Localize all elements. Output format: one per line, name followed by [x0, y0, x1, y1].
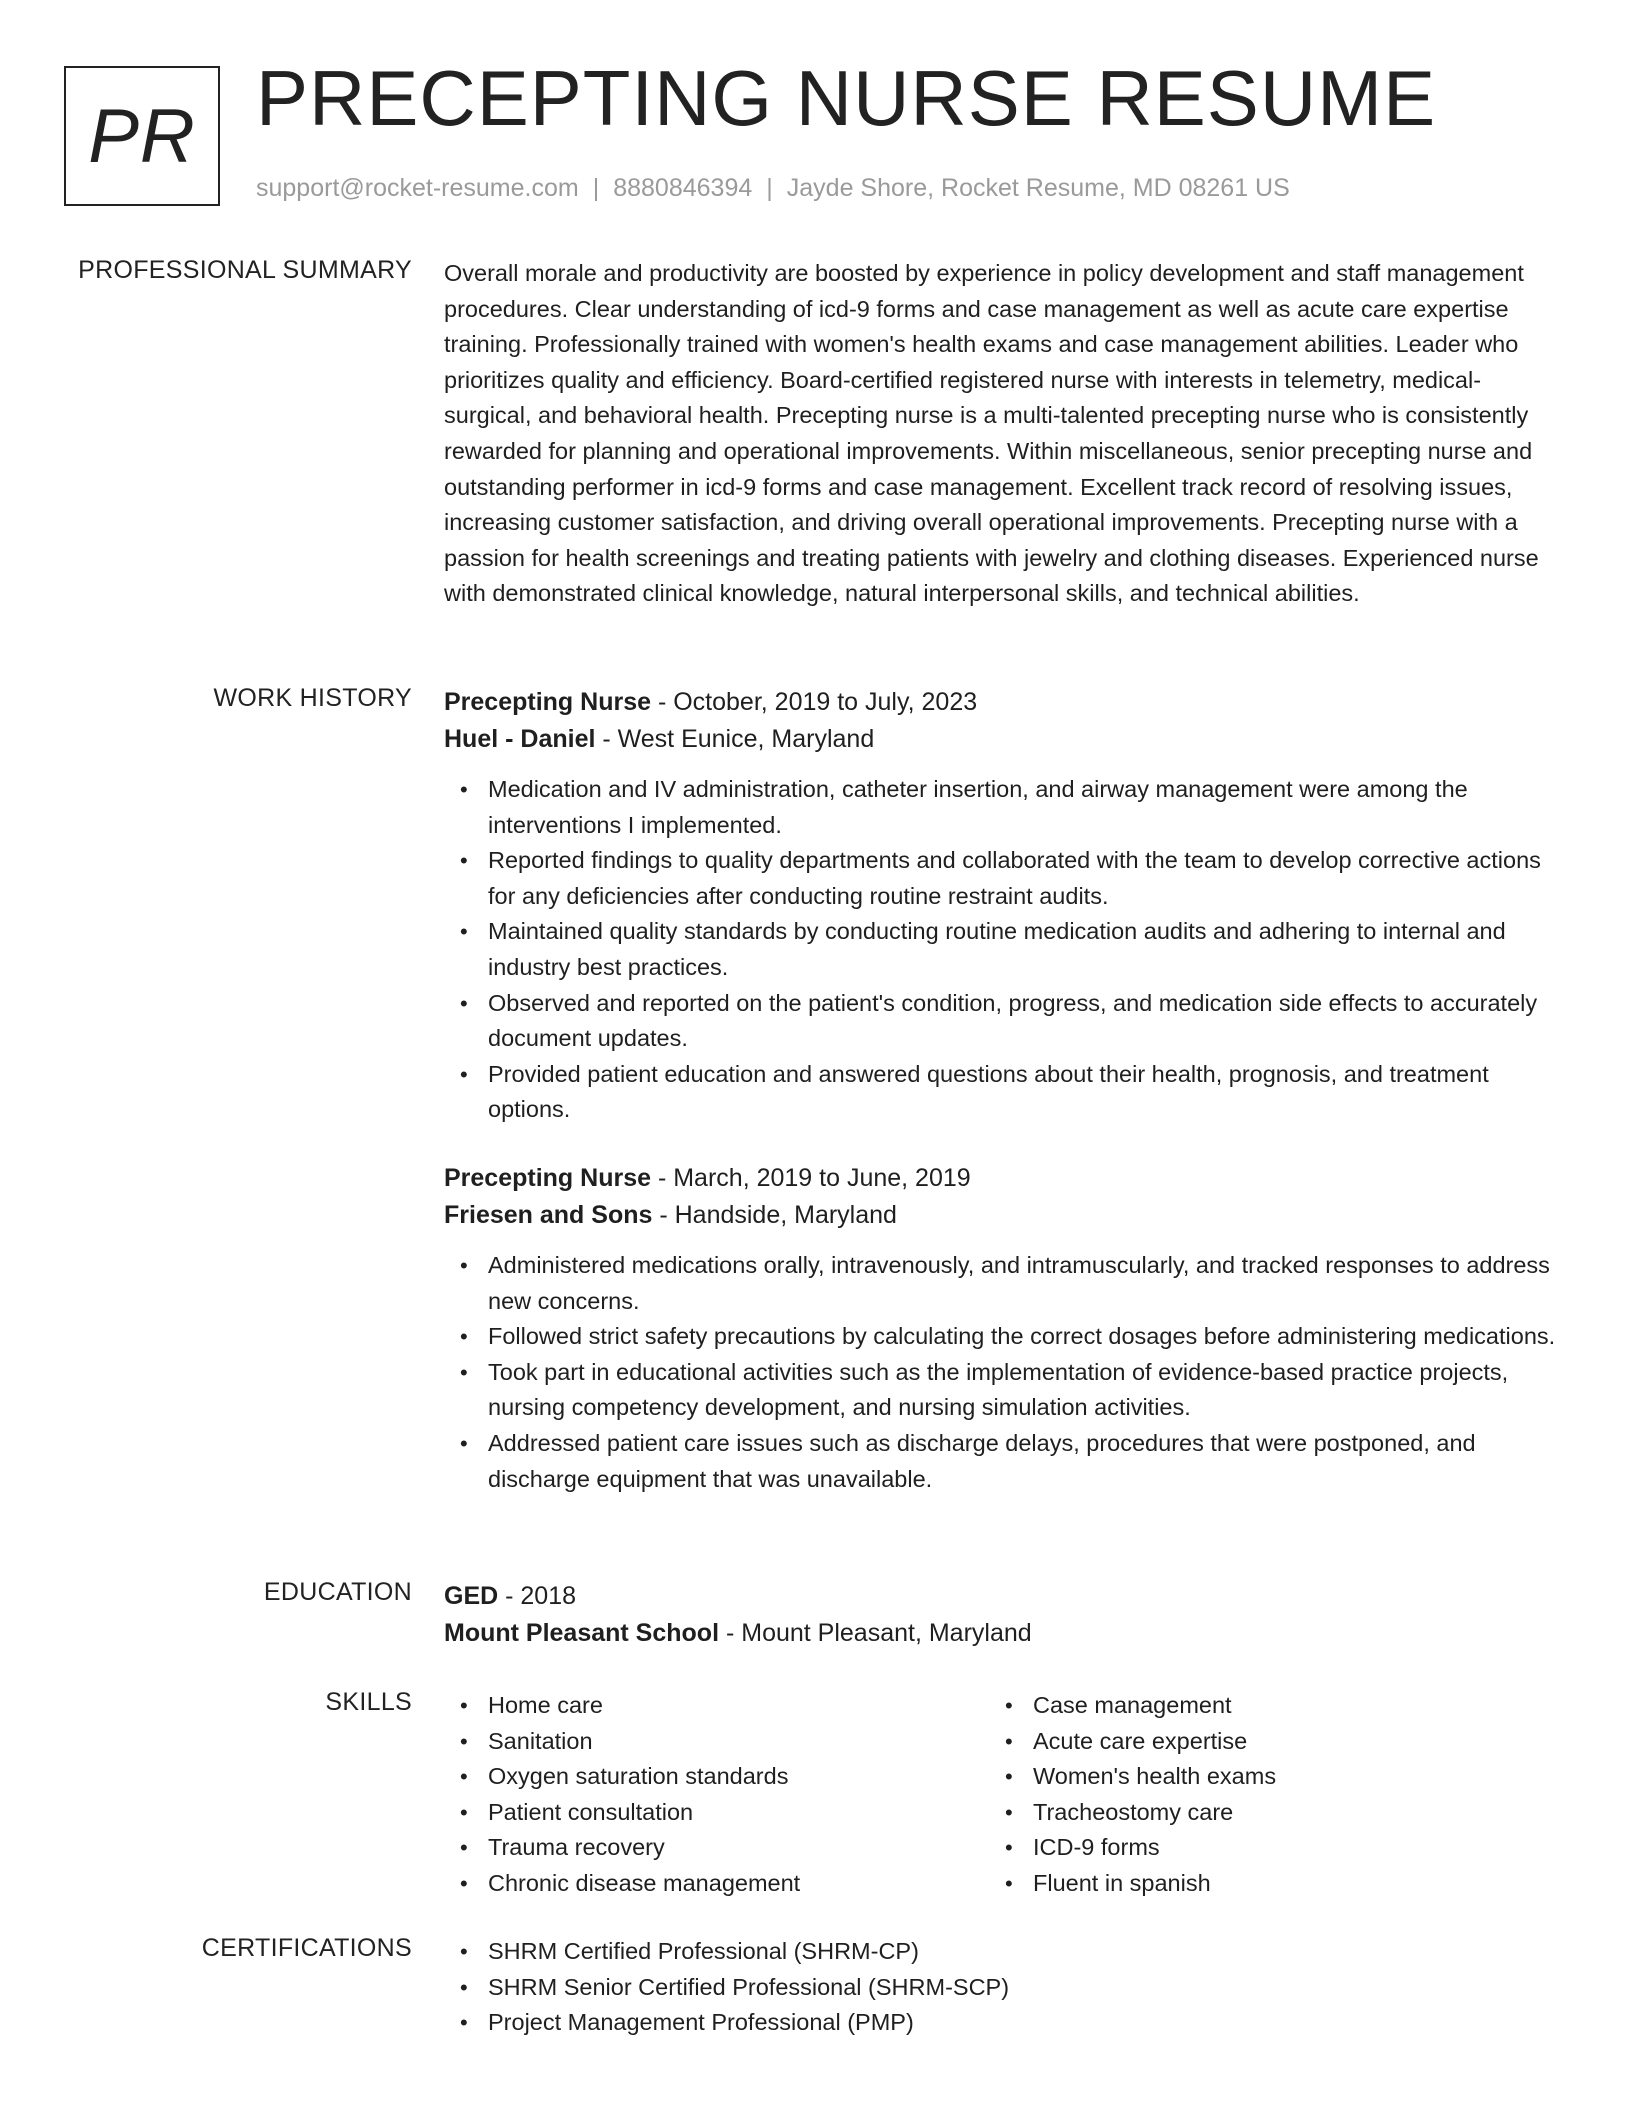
skill-item: • Fluent in spanish — [989, 1866, 1534, 1902]
contact-address: Jayde Shore, Rocket Resume, MD 08261 US — [786, 174, 1290, 202]
job-title-line — [444, 1160, 1559, 1197]
job-bullet: • Provided patient education and answered questions about their health, prognosis, and treatment options. — [444, 1057, 1559, 1128]
skill-item: • Home care — [444, 1688, 989, 1724]
skill-item: • Acute care expertise — [989, 1724, 1534, 1760]
job-title: Precepting Nurse — [444, 688, 652, 716]
education-location: - Mount Pleasant, Maryland — [719, 1619, 1032, 1647]
section-label-education: EDUCATION — [263, 1578, 412, 1606]
skill-item: • Chronic disease management — [444, 1866, 989, 1902]
certifications-content — [444, 1934, 1559, 2041]
monogram-initials: PR — [88, 93, 196, 179]
skills-content — [444, 1688, 1559, 1902]
job-bullet: • Addressed patient care issues such as discharge delays, procedures that were postponed, and discharge equipment that was unavailable. — [444, 1426, 1559, 1497]
job-bullet: • Administered medications orally, intravenously, and intramuscularly, and tracked responses to address new concerns. — [444, 1248, 1559, 1319]
skill-item: • ICD-9 forms — [989, 1830, 1534, 1866]
certification-item: • Project Management Professional (PMP) — [444, 2005, 1559, 2041]
contact-email[interactable]: support@rocket-resume.com — [256, 174, 579, 202]
job-employer-line — [444, 1197, 1559, 1234]
job-bullet: • Followed strict safety precautions by calculating the correct dosages before administering medications. — [444, 1319, 1559, 1355]
job-bullet: • Maintained quality standards by conducting routine medication audits and adhering to internal and industry best practices. — [444, 914, 1559, 985]
job-employer: Friesen and Sons — [444, 1200, 653, 1229]
job-location: - West Eunice, Maryland — [595, 725, 875, 753]
section-label-skills: SKILLS — [325, 1688, 412, 1716]
skill-item: • Tracheostomy care — [989, 1795, 1534, 1831]
job-entry — [444, 1160, 1559, 1497]
job-dates: - October, 2019 to July, 2023 — [651, 688, 978, 716]
job-bullet: • Observed and reported on the patient's condition, progress, and medication side effects to accurately document updates. — [444, 986, 1559, 1057]
job-entry — [444, 684, 1559, 1128]
summary-content — [444, 256, 1559, 612]
certification-item: • SHRM Senior Certified Professional (SHRM-SCP) — [444, 1970, 1559, 2006]
education-degree-line — [444, 1578, 1559, 1615]
job-employer: Huel - Daniel — [444, 725, 596, 753]
skill-item: • Oxygen saturation standards — [444, 1759, 989, 1795]
contact-phone[interactable]: 8880846394 — [613, 174, 753, 202]
skill-item: • Case management — [989, 1688, 1534, 1724]
certification-item: • SHRM Certified Professional (SHRM-CP) — [444, 1934, 1559, 1970]
section-label-summary: PROFESSIONAL SUMMARY — [78, 256, 412, 284]
job-dates: - March, 2019 to June, 2019 — [651, 1163, 971, 1192]
contact-line — [256, 174, 1290, 203]
job-bullets — [444, 1248, 1559, 1497]
job-bullet: • Medication and IV administration, catheter insertion, and airway management were among the interventions I implemented. — [444, 772, 1559, 843]
education-school-line — [444, 1615, 1559, 1652]
summary-text: Overall morale and productivity are boosted by experience in policy development and staff management procedures. Clear understanding of icd-9 forms and case management as well as acute care expertise training. Professionally trained with women's health exams and case management abilities. Leader who prioritizes quality and efficiency. Board-certified registered nurse with interests in telemetry, medical-surgical, and behavioral health. Precepting nurse is a multi-talented precepting nurse who is consistently rewarded for planning and operational improvements. Within miscellaneous, senior precepting nurse and outstanding performer in icd-9 forms and case management. Excellent track record of resolving issues, increasing customer satisfaction, and driving overall operational improvements. Precepting nurse with a passion for health screenings and treating patients with jewelry and clothing diseases. Experienced nurse with demonstrated clinical knowledge, natural interpersonal skills, and technical abilities. — [444, 260, 1539, 607]
work-history-content — [444, 684, 1559, 1497]
monogram-box — [64, 66, 220, 206]
education-content — [444, 1578, 1559, 1652]
job-employer-line — [444, 721, 1559, 758]
skill-item: • Women's health exams — [989, 1759, 1534, 1795]
skills-list-left — [444, 1688, 989, 1902]
contact-separator: | — [592, 174, 600, 202]
education-degree: GED — [444, 1582, 499, 1610]
skills-list-right — [989, 1688, 1534, 1902]
skill-item: • Patient consultation — [444, 1795, 989, 1831]
contact-separator: | — [766, 174, 773, 202]
skill-item: • Sanitation — [444, 1724, 989, 1760]
skill-item: • Trauma recovery — [444, 1830, 989, 1866]
section-label-certifications: CERTIFICATIONS — [201, 1934, 412, 1962]
job-title: Precepting Nurse — [444, 1163, 652, 1192]
job-bullet: • Reported findings to quality departments and collaborated with the team to develop corrective actions for any deficiencies after conducting routine restraint audits. — [444, 843, 1559, 914]
education-school: Mount Pleasant School — [444, 1619, 720, 1647]
education-year: - 2018 — [498, 1582, 577, 1610]
section-label-work-history: WORK HISTORY — [213, 684, 412, 712]
job-bullets — [444, 772, 1559, 1128]
resume-title: PRECEPTING NURSE RESUME — [256, 54, 1437, 142]
job-bullet: • Took part in educational activities such as the implementation of evidence-based practice projects, nursing competency development, and nursing simulation activities. — [444, 1355, 1559, 1426]
certifications-list — [444, 1934, 1559, 2041]
job-location: - Handside, Maryland — [652, 1200, 897, 1229]
job-title-line — [444, 684, 1559, 721]
